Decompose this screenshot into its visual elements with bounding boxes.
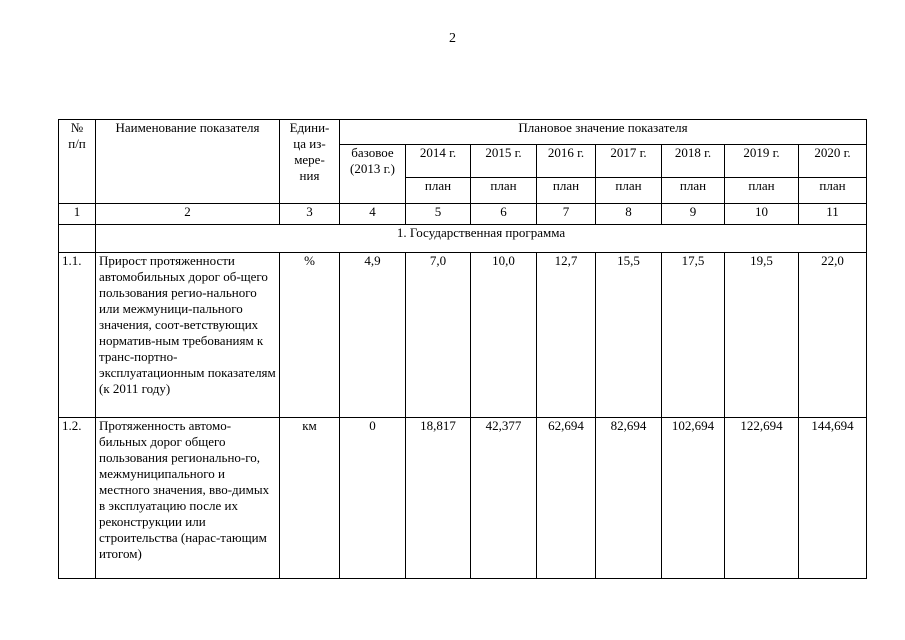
- row-value: 15,5: [596, 253, 662, 418]
- header-year: 2018 г.: [662, 145, 725, 178]
- header-num: № п/п: [59, 120, 96, 204]
- row-value: 82,694: [596, 418, 662, 579]
- row-value: 0: [340, 418, 406, 579]
- header-row-1: [59, 120, 867, 145]
- header-plan-label: план: [537, 178, 596, 204]
- column-number: 8: [596, 204, 662, 225]
- header-plan-label: план: [471, 178, 537, 204]
- header-year: 2014 г.: [406, 145, 471, 178]
- row-unit: %: [280, 253, 340, 418]
- row-num: 1.1.: [59, 253, 96, 418]
- section-title: 1. Государственная программа: [96, 225, 867, 253]
- header-name: Наименование показателя: [96, 120, 280, 204]
- row-value: 18,817: [406, 418, 471, 579]
- row-name: Прирост протяженности автомобильных дорог об-щего пользования регио-нального или межмуници-пального значения, соот-ветствующих норматив-ным требованиям к транс-портно-эксплуатационным показателям (к 2011 году): [96, 253, 280, 418]
- column-number: 2: [96, 204, 280, 225]
- row-value: 4,9: [340, 253, 406, 418]
- column-number: 9: [662, 204, 725, 225]
- row-value: 22,0: [799, 253, 867, 418]
- column-number: 1: [59, 204, 96, 225]
- header-plan-label: план: [725, 178, 799, 204]
- header-year: 2019 г.: [725, 145, 799, 178]
- column-number: 6: [471, 204, 537, 225]
- row-num: 1.2.: [59, 418, 96, 579]
- header-year-base: базовое (2013 г.): [340, 145, 406, 204]
- header-plan-label: план: [799, 178, 867, 204]
- column-number: 5: [406, 204, 471, 225]
- section-empty-cell: [59, 225, 96, 253]
- row-value: 17,5: [662, 253, 725, 418]
- header-plan-label: план: [596, 178, 662, 204]
- column-number: 10: [725, 204, 799, 225]
- header-plan-label: план: [406, 178, 471, 204]
- page-number: 2: [449, 31, 456, 46]
- row-unit: км: [280, 418, 340, 579]
- section-row: [59, 225, 867, 253]
- row-value: 122,694: [725, 418, 799, 579]
- header-year: 2016 г.: [537, 145, 596, 178]
- row-value: 10,0: [471, 253, 537, 418]
- row-name: Протяженность автомо-бильных дорог общего пользования регионально-го, межмуниципального и местного значения, вво-димых в эксплуатацию после их реконструкции или строительства (нарас-тающим итогом): [96, 418, 280, 579]
- column-numbers-row: [59, 204, 867, 225]
- table-row: [59, 418, 867, 579]
- header-unit: Едини- ца из- мере- ния: [280, 120, 340, 204]
- row-value: 144,694: [799, 418, 867, 579]
- row-value: 102,694: [662, 418, 725, 579]
- column-number: 11: [799, 204, 867, 225]
- column-number: 7: [537, 204, 596, 225]
- header-plan-label: план: [662, 178, 725, 204]
- indicators-table: [58, 119, 867, 579]
- header-year: 2020 г.: [799, 145, 867, 178]
- row-value: 42,377: [471, 418, 537, 579]
- header-year: 2015 г.: [471, 145, 537, 178]
- column-number: 4: [340, 204, 406, 225]
- row-value: 12,7: [537, 253, 596, 418]
- column-number: 3: [280, 204, 340, 225]
- row-value: 7,0: [406, 253, 471, 418]
- header-planned-value: Плановое значение показателя: [340, 120, 867, 145]
- table-row: [59, 253, 867, 418]
- row-value: 19,5: [725, 253, 799, 418]
- row-value: 62,694: [537, 418, 596, 579]
- header-year: 2017 г.: [596, 145, 662, 178]
